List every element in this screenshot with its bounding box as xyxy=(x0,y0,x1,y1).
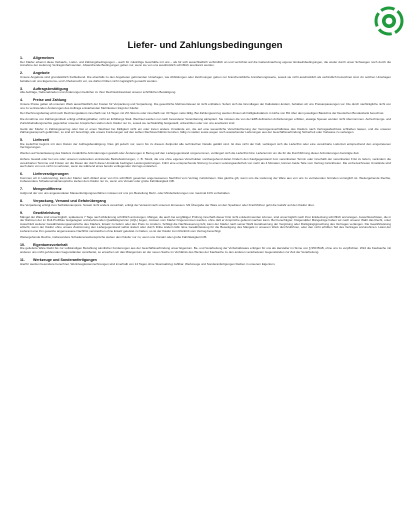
section-title: Lieferverzögerungen xyxy=(33,172,69,177)
terms-section xyxy=(20,243,391,255)
section-number: 10. xyxy=(20,242,25,247)
section-title: Eigentumsvorbehalt xyxy=(33,242,68,247)
section-paragraph: Gerät der Käufer in Zahlungsverzug oder löst er einen Wechsel bei Fälligkeit nicht ein oder treten andere Umstände ein, die auf eine wesentliche Verschlechterung der Vermögensverhältnisse des Käufers nach Vertragsabschluss schließen lassen, und die unseren Zahlungsanspruch gefährden, so sind wir berechtigt, alle unsere Forderungen auf den selben Rechtsverhältnis beruhen, fällig zu stellen sowie wegen noch ausstehender Lieferungen aus der Geschäftsverbindung Sicherheit oder Vorkasse zu verlangen. xyxy=(20,126,391,135)
terms-body xyxy=(20,56,391,516)
section-paragraph: Aufgrund der von uns angewendeten Massenfertigungsverfahren müssen wir uns pro Bestellung Mehr- oder Minderlieferungen von maximal 10% vorbehalten. xyxy=(20,191,231,196)
terms-section xyxy=(20,258,391,266)
section-number: 9. xyxy=(20,210,23,215)
section-title: Werkzeuge und Sonderanfertigungen xyxy=(33,257,97,262)
section-number: 4. xyxy=(20,98,23,103)
section-paragraph: Die Lieferfrist beginnt mit dem Datum der Auftragsbestätigung. Dies gilt jedoch nur, wenn bis zu diesem Zeitpunkt alle technischen Details geklärt sind. Ist dies nicht der Fall, verlängert sich die Lieferfrist oder eine vereinbarte Lieferzeit entsprechend den eingetretenen Verzögerungen. xyxy=(20,141,391,150)
terms-section xyxy=(20,98,391,135)
section-paragraph: Werden auf Veranlassung des Käufers zusätzliche Anforderungen gestellt oder Änderungen in Bezug auf den Liefergegenstand vorgenommen, verlängert sich die Lieferfrist bzw. Liefertermin um die für die Durchführung dieser Anforderungen benötigte Zeit. xyxy=(20,151,360,156)
section-paragraph: Unsere Angebote sind grundsätzlich freibleibend. Die ebenfalls zu den Angeboten gehörenden Unterlagen, wie Abbildungen oder Zeichnungen geben nur branchenübliche Annäherungswerte, soweit sie nicht ausdrücklich als verbindlich bezeichnet sind. An solchen Unterlagen behalten wir uns Eigentums- und Urheberrecht vor, sie dürfen Dritten nicht zugänglich gemacht werden. xyxy=(20,75,391,83)
page-title: Liefer- und Zahlungsbedingungen xyxy=(127,40,283,51)
section-paragraph: Kommen wir in Lieferverzug, kann der Käufer nach Ablauf einer von ihm schriftlich gesetzten angemessenen Nachfrist vom Vertrag zurücktreten. Das gleiche gilt, wenn uns die Lieferung der Ware aus von uns zu vertretenden Gründen unmöglich ist. Weitergehende Rechte, insbesondere Schadenersatzansprüche stehen dem Käufer nur zu, wenn uns Vorsatz oder grobe Fahrlässigkeit trifft. xyxy=(20,175,391,184)
section-paragraph: Die Annahme von Zahlungsmitteln erfolgt erfüllungshalber, nicht an Erfüllungs Statt. Wechsel werden nur nach besonderer Vereinbarung akzeptiert. Sie müssen die von der EZB definierten Anforderungen erfüllen, etwaige Spesen werden nicht übernommen. Aufrechnungs- und Zurückbehaltungsrechte gegenüber unseren Ansprüchen stehen dem Käufer nur zu, soweit sie rechtskräftig festgestellt, unbestritten oder von uns anerkannt sind. xyxy=(20,117,391,125)
terms-section xyxy=(20,211,391,240)
section-paragraph: Mängel der Ware sind unverzüglich, spätestens 7 Tage nach Ablieferung schriftlich anzuzeigen. Mängel, die auch bei sorgfältiger Prüfung innerhalb dieser Frist nicht entdeckt werden können, sind unverzüglich nach ihrer Entdeckung schriftlich anzuzeigen. Ausschlussfristen, die in der Rahmen der im Roll-Profilbau festgelegten anzunehmenden Qualitätsgrenzen (AQL) liegen, müssen vom Käufer hingenommen werden, ohne daß er Ansprüche geltend machen kann. Bei berechtigter, fristgemäßer Mängelrüge haben wir nach unserer Wahl das Recht, unter Ausschluß weiterer Gewährleistungsansprüche des Käufers, Ersatz zu liefern oder den Preis zu mindern. Schlägt die Nachbesserung fehl, kann der Käufer nach seiner Wahl Herabsetzung der Vergütung oder Rückgängigmachung des Vertrages verlangen. Die Gewährleistung erlischt, wenn der Käufer ohne unsere Zustimmung den Liefergegenstand selbst ändert oder durch Dritte ändern läßt. Eine Gewährleistung für die Beseitigung des Mangels in unserem Werk durchzuführen, oder den nicht erfüllten Teil des Vertrages anzunehmen. Lässt der Lieferant eine ihm gesetzte angemessene Nachfrist verstreichen ohne Ersatz geleistet zu haben, so ist der Käufer zum Rücktritt vom Vertrag berechtigt. xyxy=(20,214,391,233)
section-paragraph: Weitergehende Rechte, insbesondere Schadenersatzansprüche stehen dem Käufer nur zu, wenn uns Vorsatz oder grobe Fahrlässigkeit trifft. xyxy=(20,234,208,239)
section-paragraph: Der Käufer erkennt diese Verkaufs-, Liefer- und Zahlungsbedingungen – auch für zukünftige Geschäfte mit uns – als für sich ausschließlich verbindlich an und verzichtet auf die Geltendmachung eigener Einkaufsbedingungen, die weder durch unser Schweigen noch durch die Annahme der Lieferung Vertragsinhalt werden. Abweichende Bedingungen gelten nur, wenn sie von uns ausdrücklich schriftlich anerkannt werden. xyxy=(20,59,391,68)
section-number: 1. xyxy=(20,56,23,60)
section-title: Gewährleistung xyxy=(33,210,60,215)
section-paragraph: Unsere Preise gelten ab unserem Werk ausschließlich der Kosten für Verpackung und Verpackung. Die gesetzliche Mehrwertsteuer ist nicht enthalten. Sofern sich die Grundlagen der Kalkulation ändern, behalten wir uns Preisanpassungen vor. Die durch nachträgliche nicht von uns zu vertretenden Änderungen des Auftrags entstehenden Mehrkosten trägt der Käufer. xyxy=(20,102,391,110)
terms-section xyxy=(20,71,391,83)
section-paragraph: Der Rechnungsbetrag wird nach Rechnungsdatum innerhalb von 14 Tagen mit 2% Skonto oder innerhalb von 30 Tagen netto fällig. Bei Zahlungsverzug werden Zinsen ab Fälligkeitsdatum in Höhe von 8% über dem jeweiligen Basiszins der Deutschen Bundesbank berechnet. xyxy=(20,111,385,116)
section-title: Auftragsbestätigung xyxy=(33,86,69,91)
section-number: 7. xyxy=(20,187,23,192)
section-paragraph: Die Verpackung erfolgt zum Selbstkostenpreis. Soweit nicht anders vereinbart, erfolgt der Versand nach unserem Ermessen. Mit Übergabe der Ware an den Spediteur oder Frachtführer geht die Gefahr auf den Käufer über. xyxy=(20,202,315,207)
terms-section xyxy=(20,87,391,95)
section-paragraph: Hierfür werden besondere berechnet. Werkzeugkostenrechnungen sind innerhalb von 14 Tagen ohne Skontoabzug zahlbar. Werkzeuge und Sonderanfertigungen bleiben in unserem Eigentum. xyxy=(20,261,276,266)
terms-section xyxy=(20,199,391,207)
section-number: 8. xyxy=(20,199,23,204)
section-number: 5. xyxy=(20,138,23,143)
section-title: Allgemeines xyxy=(33,56,55,60)
section-paragraph: Alle Aufträge, Nebenabreden und Änderungen bedürfen zu ihrer Rechtswirksamkeit unserer schriftlichen Bestätigung. xyxy=(20,90,177,95)
terms-section xyxy=(20,172,391,184)
section-number: 2. xyxy=(20,71,23,76)
section-title: Mengendifferenz xyxy=(33,187,62,192)
section-title: Preise und Zahlung xyxy=(33,98,67,103)
company-logo xyxy=(374,6,404,36)
section-number: 11. xyxy=(20,257,25,262)
terms-section xyxy=(20,187,391,195)
section-number: 6. xyxy=(20,172,23,177)
section-paragraph: Die gelieferte Ware bleibt bis zur vollständigen Bezahlung sämtlicher Forderungen aus der Geschäftsverbindung unser Eigentum. Be- und Verarbeitung der Vorbehaltsware erfolgen für uns als Hersteller im Sinne von § 950 BGB, ohne uns zu verpflichten. Wird die Kaufsache mit anderen uns nicht gehörenden Gegenständen verarbeitet, so erwerben wir das Miteigentum an der neuen Sache im Verhältnis des Wertes der Kaufsache zu den anderen verarbeiteten Gegenständen zur Zeit der Verarbeitung. xyxy=(20,246,391,254)
terms-section xyxy=(20,56,391,68)
terms-section xyxy=(20,138,391,169)
section-title: Verpackung, Versand und Gefahrübergang xyxy=(33,199,106,204)
section-number: 3. xyxy=(20,86,23,91)
section-paragraph: Höhere Gewalt oder bei uns oder unseren Lieferanten eintretende Betriebsstörungen, z. B. Streik, die uns ohne eigenes Verschulden vorübergehend daran hindern den Kaufgegenstand zum vereinbarten Termin oder innerhalb der vereinbarten Frist zu liefern, verändern die vereinbarten Termine und Fristen um die Dauer der durch diese Umstände bedingten Leistungsstörungen. Führt eine entsprechende Störung zu einem Leistungsaufschub von mehr als 4 Monaten, können beide Teile vom Vertrag zurücktreten. Die vorbezeichneten Umstände sind auch dann von uns nicht zu vertreten, wenn sie während eines bereits vorliegenden Verzugs entstehen. xyxy=(20,157,391,169)
section-title: Lieferzeit xyxy=(33,138,49,143)
section-title: Angebote xyxy=(33,71,50,76)
